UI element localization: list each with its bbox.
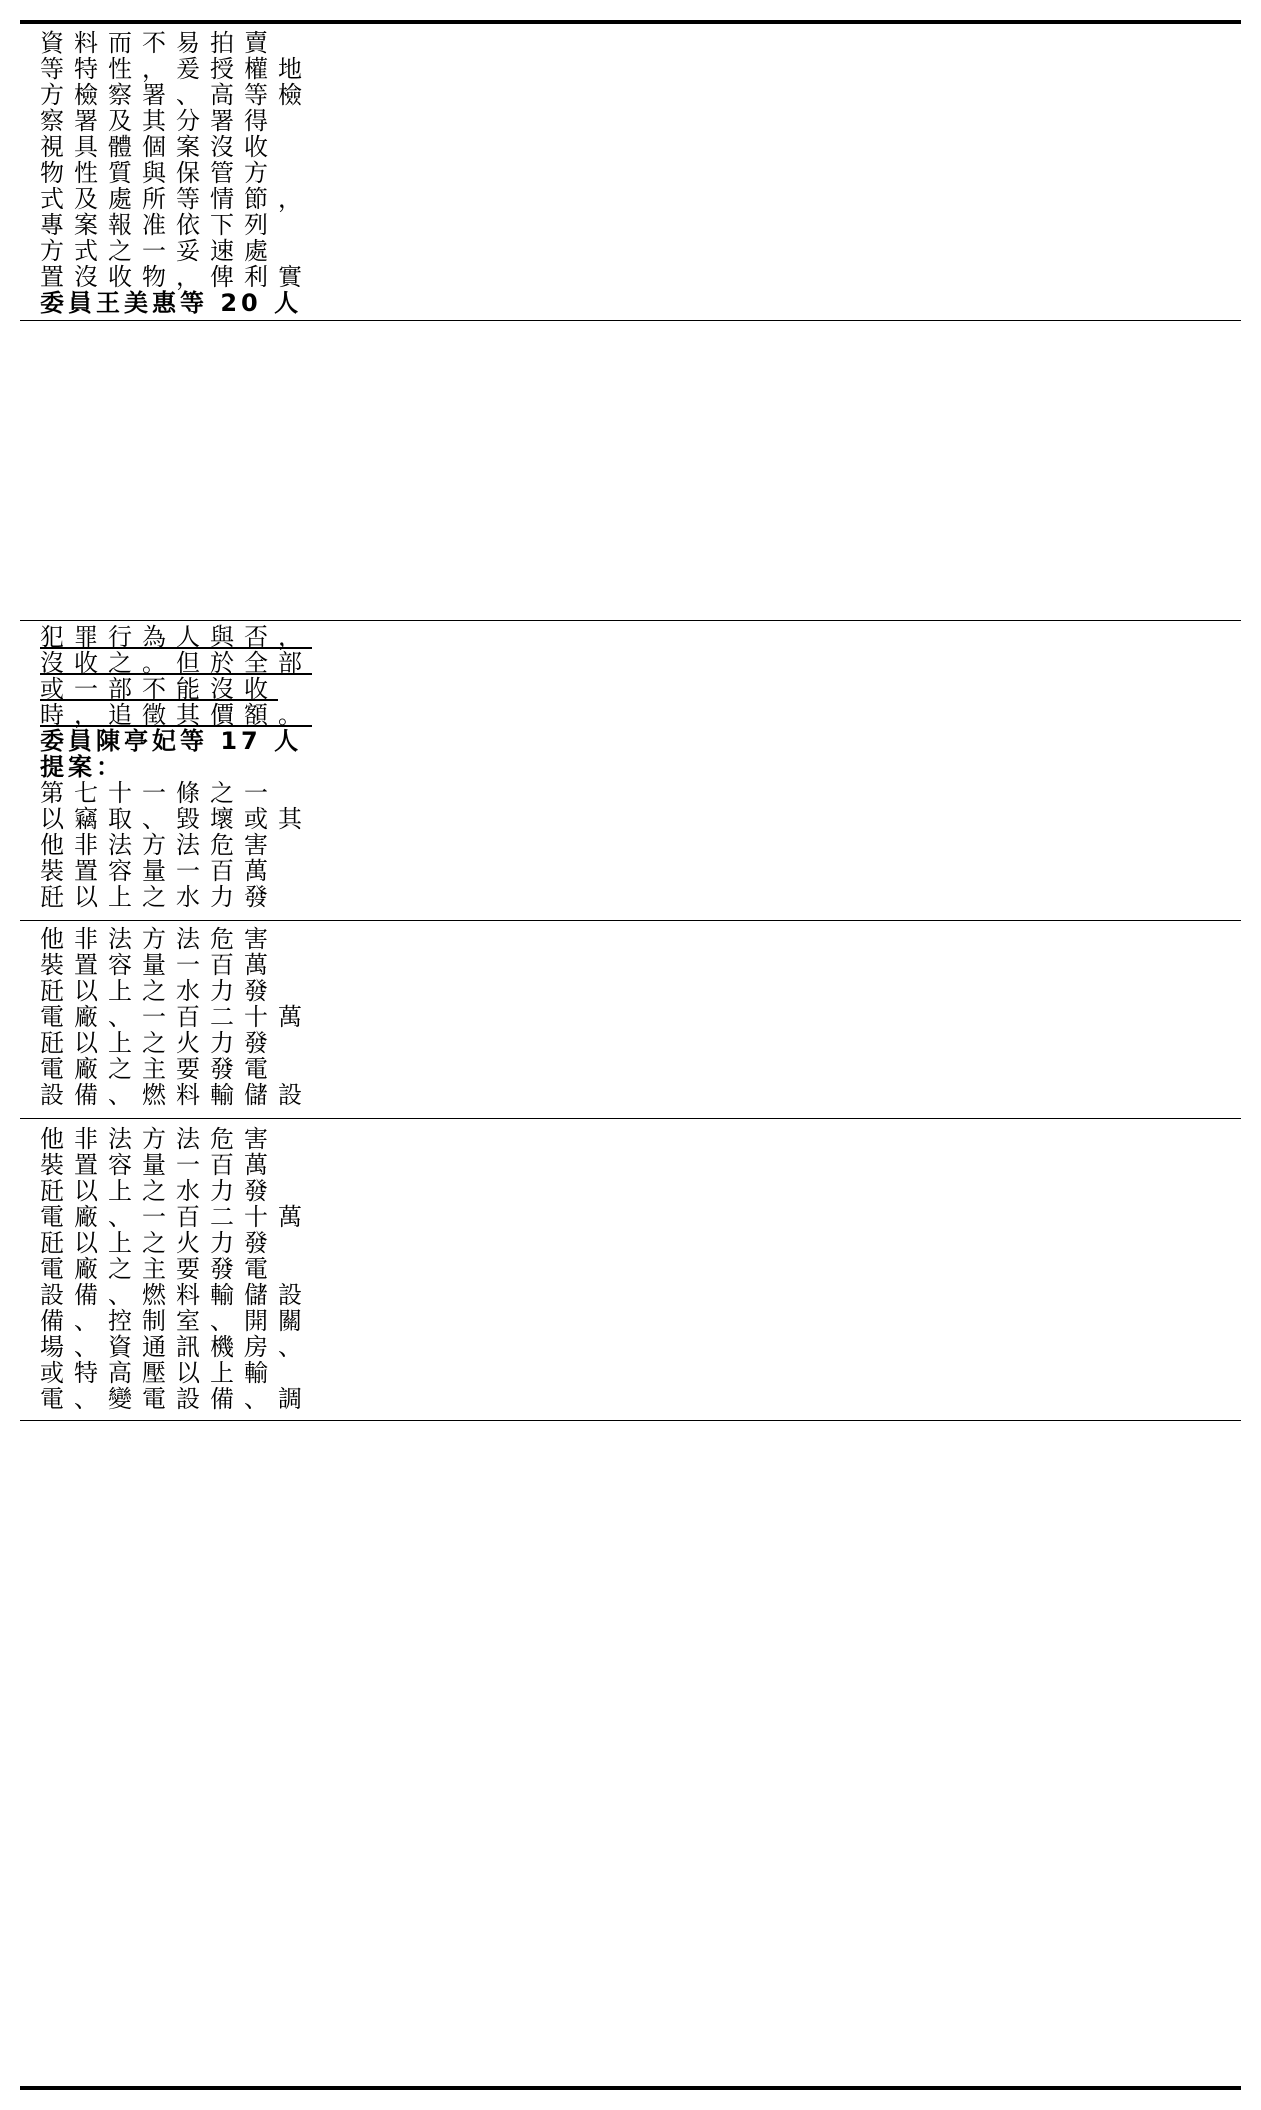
section-a-line: 置沒收物，俾利實 [40,263,312,291]
section-b-text [40,624,1230,914]
section-a-line: 方檢察署、高等檢 [40,81,312,109]
section-d-line: 電、變電設備、調 [40,1385,312,1413]
section-b-underlined-line: 犯罪行為人與否， [40,623,312,651]
section-d-line: 瓩以上之水力發 [40,1177,278,1205]
section-b-proposal-label: 提案： [40,753,124,781]
section-d-line: 設備、燃料輸儲設 [40,1281,312,1309]
section-b-line: 以竊取、毀壞或其 [40,805,312,833]
section-d-line: 電廠之主要發電 [40,1255,278,1283]
section-c-line: 電廠之主要發電 [40,1055,278,1083]
band-divider [20,620,1241,621]
section-c-line: 他非法方法危害 [40,925,278,953]
section-d-line: 電廠、一百二十萬 [40,1203,312,1231]
section-d-line: 備、控制室、開關 [40,1307,312,1335]
section-d-line: 他非法方法危害 [40,1125,278,1153]
section-b-signer: 委員陳亭妃等 17 人 [40,727,303,755]
bottom-rule [20,2086,1241,2090]
section-b-underlined-line: 或一部不能沒收 [40,675,278,703]
section-c-block [40,926,1230,1116]
section-b-line: 他非法方法危害 [40,831,278,859]
band-divider [20,1420,1241,1421]
section-b-line: 瓩以上之水力發 [40,883,278,911]
section-a-line: 物性質與保管方 [40,159,278,187]
section-b [20,624,1241,914]
section-d-line: 場、資通訊機房、 [40,1333,312,1361]
section-d-block [40,1126,1230,1416]
section-c-line: 裝置容量一百萬 [40,951,278,979]
section-d-line: 裝置容量一百萬 [40,1151,278,1179]
section-a-line: 專案報准依下列 [40,211,278,239]
section-c-text [40,926,1230,1108]
section-c-line: 瓩以上之火力發 [40,1029,278,1057]
page-frame [20,20,1241,2090]
section-a-line: 式及處所等情節， [40,185,312,213]
band-divider [20,320,1241,321]
section-d-line: 瓩以上之火力發 [40,1229,278,1257]
section-a-line: 察署及其分署得 [40,107,278,135]
section-b-line: 第七十一條之一 [40,779,278,807]
band-divider [20,1118,1241,1119]
section-c-line: 設備、燃料輸儲設 [40,1081,312,1109]
section-d-line: 或特高壓以上輸 [40,1359,278,1387]
section-b-underlined-line: 時，追徵其價額。 [40,701,312,729]
section-a-line: 方式之一妥速處 [40,237,278,265]
section-c-line: 電廠、一百二十萬 [40,1003,312,1031]
section-d-text [40,1126,1230,1412]
section-a-line: 等特性，爰授權地 [40,55,312,83]
band-divider [20,920,1241,921]
section-c-line: 瓩以上之水力發 [40,977,278,1005]
section-a-line: 資料而不易拍賣 [40,29,278,57]
section-a-signer: 委員王美惠等 20 人 [40,289,303,317]
section-a-line: 視具體個案沒收 [40,133,278,161]
section-a [20,24,1241,320]
section-b-line: 裝置容量一百萬 [40,857,278,885]
section-b-underlined-line: 沒收之。但於全部 [40,649,312,677]
section-a-text [40,29,1230,317]
